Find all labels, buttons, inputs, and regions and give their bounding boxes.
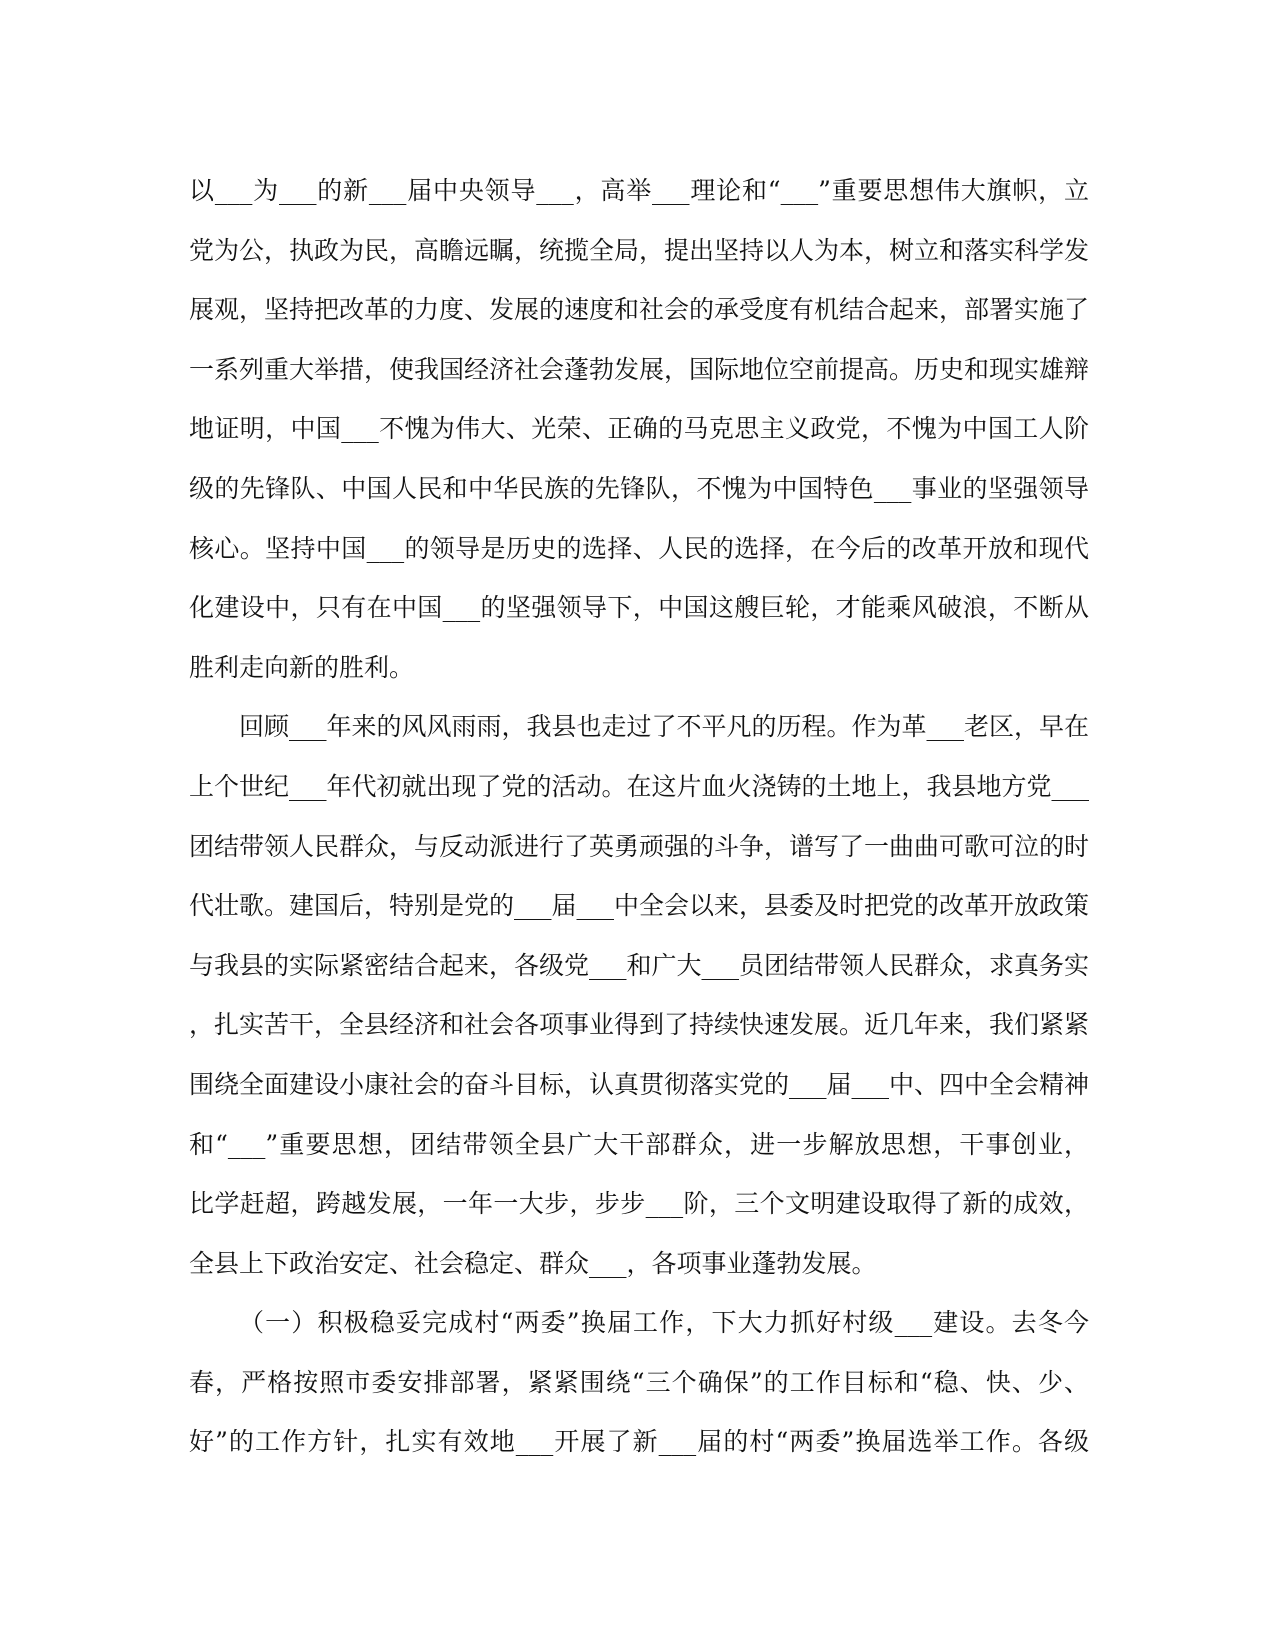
text-line: 胜利走向新的胜利。 (189, 652, 415, 682)
text-line: 代壮歌。建国后，特别是党的___届___中全会以来，县委及时把党的改革开放政策 (189, 891, 1090, 921)
text-line: 好”的工作方针，扎实有效地___开展了新___届的村“两委”换届选举工作。各级 (189, 1427, 1089, 1457)
text-line: 以___为___的新___届中央领导___，高举___理论和“___”重要思想伟大旗帜，立 (189, 176, 1089, 205)
text-line: 与我县的实际紧密结合起来，各级党___和广大___员团结带领人民群众，求真务实 (189, 950, 1090, 980)
text-line: （一）积极稳妥完成村“两委”换届工作，下大力抓好村级___建设。去冬今 (239, 1308, 1089, 1338)
text-line: 回顾___年来的风风雨雨，我县也走过了不平凡的历程。作为革___老区，早在 (239, 712, 1090, 742)
text-line: 级的先锋队、中国人民和中华民族的先锋队，不愧为中国特色___事业的坚强领导 (189, 473, 1089, 503)
text-line: ，扎实苦干，全县经济和社会各项事业得到了持续快速发展。近几年来，我们紧紧 (189, 1010, 1090, 1040)
text-line: 全县上下政治安定、社会稳定、群众___，各项事业蓬勃发展。 (189, 1248, 877, 1278)
text-line: 核心。坚持中国___的领导是历史的选择、人民的选择，在今后的改革开放和现代 (189, 533, 1089, 563)
text-line: 展观，坚持把改革的力度、发展的速度和社会的承受度有机结合起来，部署实施了 (189, 295, 1090, 325)
text-line: 围绕全面建设小康社会的奋斗目标，认真贯彻落实党的___届___中、四中全会精神 (189, 1069, 1090, 1099)
text-line: 党为公，执政为民，高瞻远瞩，统揽全局，提出坚持以人为本，树立和落实科学发 (189, 235, 1090, 265)
text-line: 春，严格按照市委安排部署，紧紧围绕“三个确保”的工作目标和“稳、快、少、 (189, 1367, 1089, 1397)
text-line: 比学赶超，跨越发展，一年一大步，步步___阶，三个文明建设取得了新的成效， (189, 1189, 1089, 1219)
text-line: 上个世纪___年代初就出现了党的活动。在这片血火浇铸的土地上，我县地方党___ (189, 771, 1090, 801)
text-line: 化建设中，只有在中国___的坚强领导下，中国这艘巨轮，才能乘风破浪，不断从 (189, 593, 1089, 623)
text-line: 团结带领人民群众，与反动派进行了英勇顽强的斗争，谱写了一曲曲可歌可泣的时 (189, 831, 1090, 861)
text-line: 地证明，中国___不愧为伟大、光荣、正确的马克思主义政党，不愧为中国工人阶 (189, 414, 1089, 444)
document-body (189, 171, 1089, 1482)
text-line: 一系列重大举措，使我国经济社会蓬勃发展，国际地位空前提高。历史和现实雄辩 (189, 354, 1090, 384)
text-line: 和“___”重要思想，团结带领全县广大干部群众，进一步解放思想，干事创业， (189, 1129, 1089, 1159)
